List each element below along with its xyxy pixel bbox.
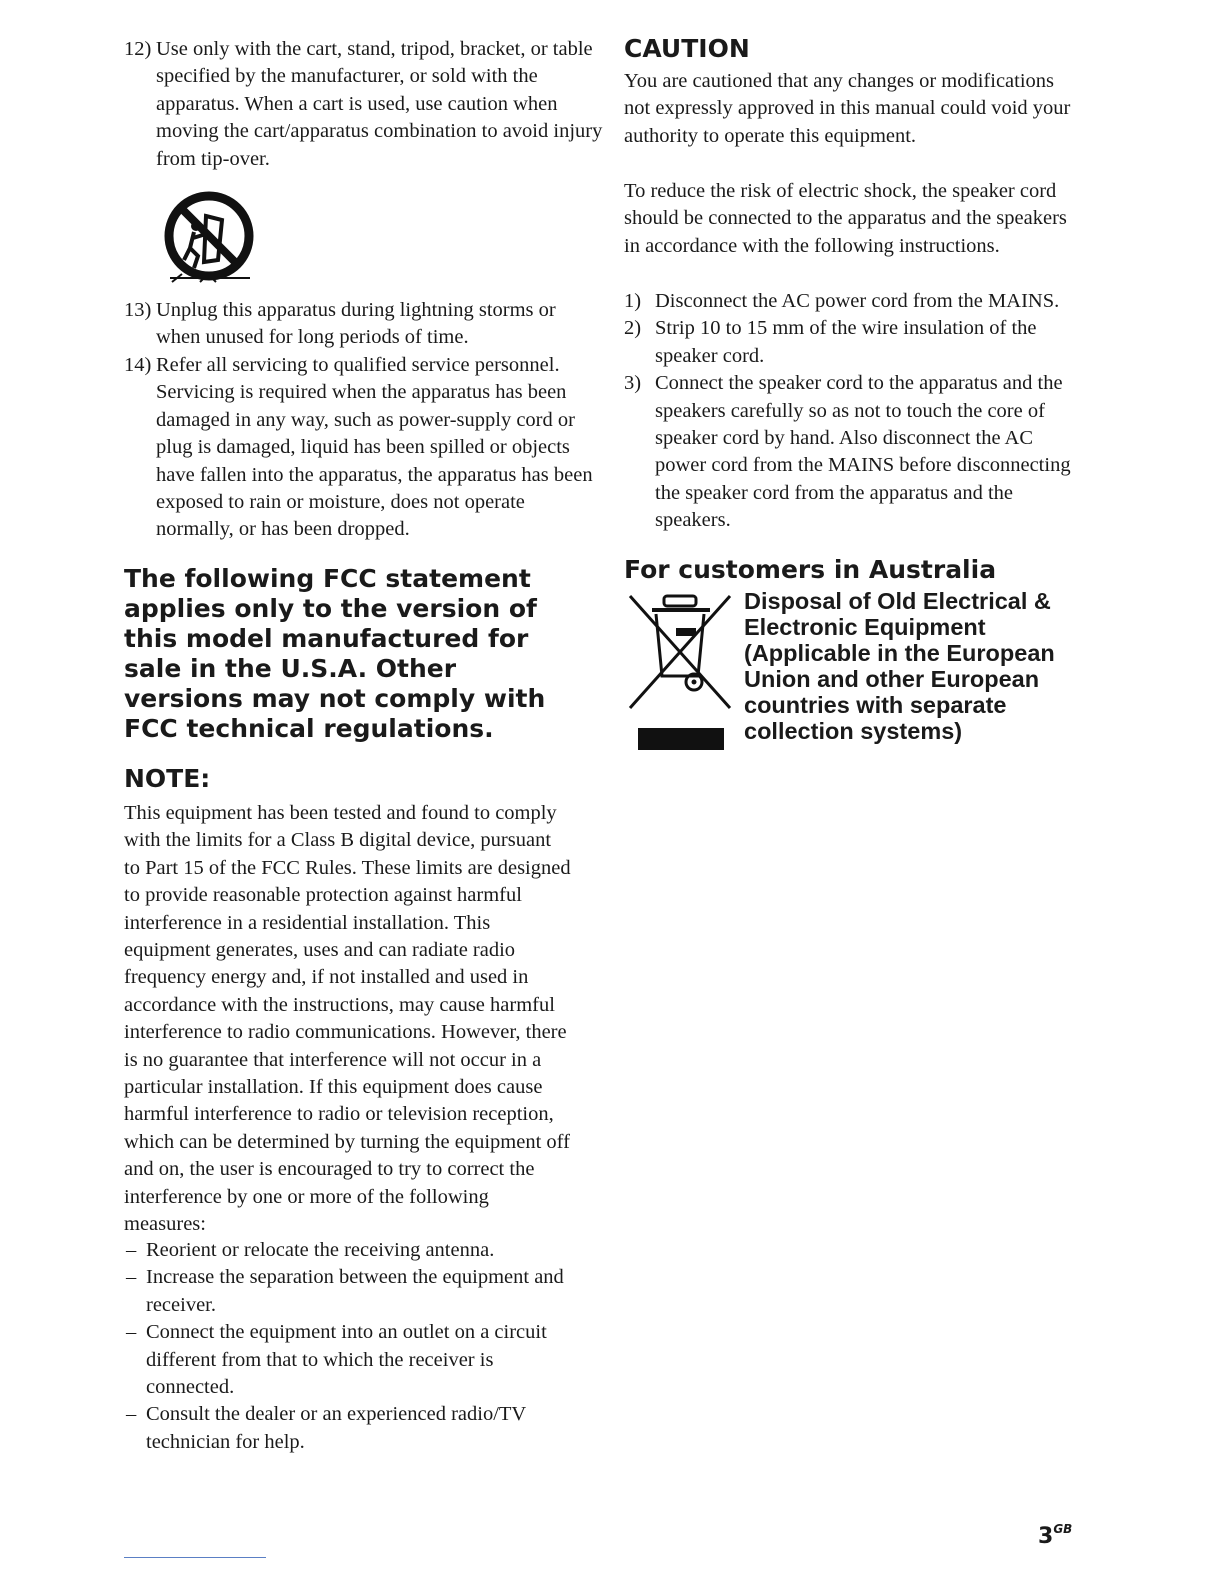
safety-item-14 [124,352,604,544]
item-number: 14) [124,354,152,376]
footer-rule [124,1557,266,1558]
crossed-out-wheelie-bin-icon [626,592,738,752]
list-item: – Connect the equipment into an outlet on a circuit different from that to which the receiver is connected. [126,1321,547,1399]
safety-item-13 [124,297,604,352]
note-heading: NOTE: [124,764,211,793]
weee-disposal-heading: Disposal of Old Electrical & Electronic Equipment (Applicable in the European Union and other European countries with separate collection systems) [744,588,1055,744]
caution-heading: CAUTION [624,34,750,63]
page-number: $3^{GB}$ [1038,1522,1073,1549]
list-item: 3) Connect the speaker cord to the apparatus and the speakers carefully so as not to touch the core of speaker cord by hand. Also disconnect the AC power cord from the MAINS before disconnecting the speaker cord from the apparatus and the speakers. [624,372,1071,532]
cart-tip-over-warning-icon [160,190,258,286]
page-suffix: GB [1053,1522,1073,1536]
electric-shock-intro: To reduce the risk of electric shock, the speaker cord should be connected to the apparatus and the speakers in accordance with the following instructions. [624,180,1067,257]
item-text: Use only with the cart, stand, tripod, bracket, or table specified by the manufacturer, or sold with the apparatus. When a cart is used, use caution when moving the cart/apparatus combination to avoid injury from tip-over. [156,38,603,170]
list-item: 1) Disconnect the AC power cord from the MAINS. [624,290,1060,312]
fcc-note-text: This equipment has been tested and found to comply with the limits for a Class B digital device, pursuant to Part 15 of the FCC Rules. These limits are designed to provide reasonable protection against harmful interference in a residential installation. This equipment generates, uses and can radiate radio frequency energy and, if not installed and used in accordance with the instructions, may cause harmful interference to radio communications. However, there is no guarantee that interference will not occur in a particular installation. If this equipment does cause harmful interference to radio or television reception, which can be determined by turning the equipment off and on, the user is encouraged to try to correct the interference by one or more of the following measures: [124,802,571,1236]
speaker-cord-steps [624,288,1072,535]
item-number: 12) [124,38,152,60]
list-item: 2) Strip 10 to 15 mm of the wire insulation of the speaker cord. [624,317,1037,367]
safety-item-12 [124,36,604,173]
interference-measures-list [124,1237,572,1456]
australia-heading: For customers in Australia [624,555,997,584]
item-text: Refer all servicing to qualified service personnel. Servicing is required when the apparatus has been damaged in any way, such as power-supply cord or plug is damaged, liquid has been spilled or objects have fallen into the apparatus, the apparatus has been exposed to rain or moisture, does not operate normally, or has been dropped. [156,354,593,541]
list-item: – Consult the dealer or an experienced radio/TV technician for help. [126,1403,526,1453]
item-number: 13) [124,299,152,321]
list-item: – Reorient or relocate the receiving antenna. [126,1239,495,1261]
caution-text: You are cautioned that any changes or modifications not expressly approved in this manual could void your authority to operate this equipment. [624,70,1071,147]
item-text: Unplug this apparatus during lightning storms or when unused for long periods of time. [156,299,556,349]
list-item: – Increase the separation between the equipment and receiver. [126,1266,564,1316]
fcc-statement-heading: The following FCC statement applies only to the version of this model manufactured for sale in the U.S.A. Other versions may not comply with FCC technical regulations. [124,564,546,743]
